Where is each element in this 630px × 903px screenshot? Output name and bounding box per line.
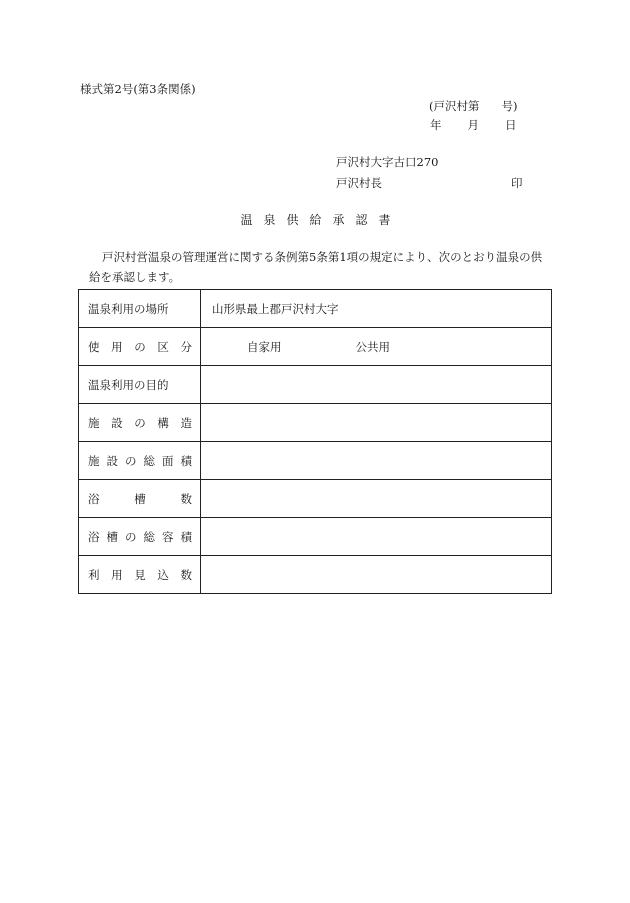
reference-number-close: 号) [501, 99, 518, 113]
baths-label: 浴 槽 数 [88, 491, 192, 506]
purpose-value [201, 366, 552, 404]
structure-label: 施 設 の 構 造 [88, 415, 192, 430]
table-row [79, 328, 552, 366]
table-row [79, 442, 552, 480]
sender-address: 戸沢村大字古口270 [336, 155, 439, 169]
info-table [78, 289, 552, 594]
date-day: 日 [505, 118, 517, 132]
location-label: 温泉利用の場所 [79, 290, 201, 328]
purpose-label: 温泉利用の目的 [79, 366, 201, 404]
structure-label-cell [79, 404, 201, 442]
body-text: 戸沢村営温泉の管理運営に関する条例第5条第1項の規定により、次のとおり温泉の供給を承認します。 [89, 250, 543, 284]
bath-capacity-label: 浴 槽 の 総 容 積 [88, 529, 192, 544]
area-label-cell [79, 442, 201, 480]
location-value: 山形県最上郡戸沢村大字 [201, 290, 552, 328]
baths-value [201, 480, 552, 518]
expected-users-value [201, 556, 552, 594]
bath-capacity-label-cell [79, 518, 201, 556]
baths-label-cell [79, 480, 201, 518]
expected-users-label: 利 用 見 込 数 [88, 567, 192, 582]
area-label: 施 設 の 総 面 積 [88, 453, 192, 468]
category-option-private: 自家用 [247, 339, 282, 354]
form-number: 様式第2号(第3条関係) [80, 82, 196, 96]
category-label-cell [79, 328, 201, 366]
structure-value [201, 404, 552, 442]
table-row [79, 290, 552, 328]
reference-number [429, 98, 518, 114]
category-label: 使 用 の 区 分 [88, 339, 192, 354]
sender-name: 戸沢村長 [336, 176, 382, 190]
bath-capacity-value [201, 518, 552, 556]
date-month: 月 [467, 118, 479, 132]
date-line [430, 117, 517, 133]
table-row [79, 480, 552, 518]
reference-number-open: (戸沢村第 [429, 99, 480, 113]
category-option-public: 公共用 [355, 339, 390, 354]
table-row [79, 404, 552, 442]
table-row [79, 518, 552, 556]
category-value [201, 328, 552, 366]
table-row [79, 556, 552, 594]
seal-mark: 印 [511, 176, 523, 190]
document-title: 温泉供給承認書 [240, 213, 402, 227]
expected-users-label-cell [79, 556, 201, 594]
area-value [201, 442, 552, 480]
table-row [79, 366, 552, 404]
date-year: 年 [430, 118, 442, 132]
